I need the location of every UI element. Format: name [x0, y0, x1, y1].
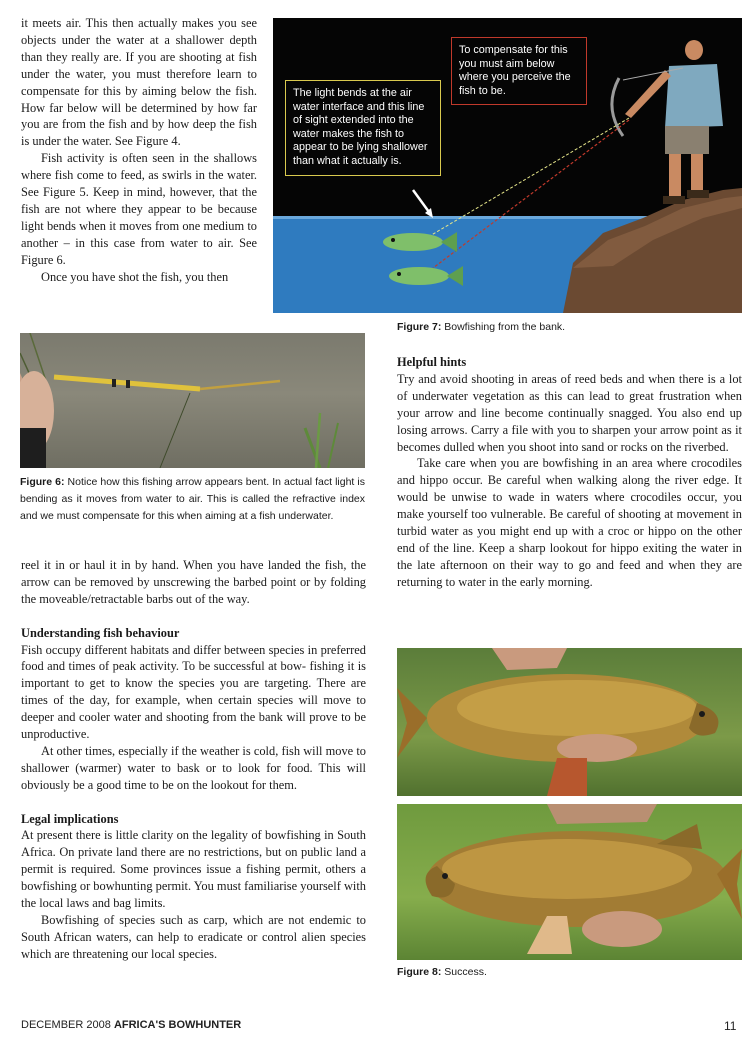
- paragraph: At other times, especially if the weather is cold, fish will move to shallower (warmer) water to bask or to look for food. This will obviously be a good time to be on the lookout for them.: [21, 743, 366, 792]
- paragraph: Fish activity is often seen in the shallows where fish come to feed, as swirls in the water. See Figure 5. Keep in mind, however, that the fish are not where they appear to be because light bends when it moves from one medium to another – in this case from water to air. See Figure 6.: [21, 151, 257, 267]
- paragraph: Take care when you are bowfishing in an area where crocodiles and hippo occur. Be careful when walking along the river edge. It would be unwise to wade in waters where crocodiles occur, you make yourself too vulnerable. Be careful of shooting at movement in turbid water as you might end up with a croc or hippo on the other end of the line. Keep a sharp lookout for hippo exiting the water in the late afternoon on their way to go and feed and when they are returning to water in the early morning.: [397, 456, 742, 589]
- paragraph: reel it in or haul it in by hand. When you have landed the fish, the arrow can be removed by unscrewing the barbed point or by folding the moveable/retractable barbs out of the way.: [21, 558, 366, 606]
- right-column-text: [397, 354, 742, 591]
- section-heading-hints: Helpful hints: [397, 355, 467, 369]
- caption-label: Figure 7:: [397, 321, 442, 333]
- figure-8-image-top: [397, 648, 742, 796]
- caption-label: Figure 8:: [397, 966, 442, 978]
- footer-date: DECEMBER 2008: [21, 1019, 114, 1031]
- callout-aim-below: To compensate for this you must aim below where you perceive the fish to be.: [451, 37, 587, 105]
- paragraph: Fish occupy different habitats and differ between species in preferred food and times of peak activity. To be successful at bow- fishing it is important to get to know the species you are targeting. There are times of the day, for example, when certain species will move to deeper and cooler water and shooting from the bank will prove to be unproductive.: [21, 642, 366, 742]
- caption-label: Figure 6:: [20, 476, 65, 488]
- paragraph: Try and avoid shooting in areas of reed beds and when there is a lot of underwater vegetation as this can lead to great frustration when your arrow and line become continually snagged. You also end up losing arrows. Carry a file with you to sharpen your arrow point as it becomes dulled when you shoot into sand or rocks on the riverbed.: [397, 371, 742, 454]
- caption-text: Bowfishing from the bank.: [441, 321, 566, 333]
- figure-7-caption: [397, 319, 737, 336]
- left-column-bottom-text: [21, 557, 366, 963]
- figure-6-image: [20, 333, 365, 468]
- figure-8-caption: [397, 964, 742, 981]
- section-heading-legal: Legal implications: [21, 811, 119, 826]
- figure-7-image: [273, 18, 742, 313]
- left-column-top-text: [21, 15, 257, 286]
- page-number: 11: [724, 1019, 737, 1033]
- figure-6-caption: [20, 474, 365, 524]
- arrow-photo: [20, 333, 365, 468]
- paragraph: Once you have shot the fish, you then: [41, 269, 229, 284]
- section-heading-behaviour: Understanding fish behaviour: [21, 625, 180, 640]
- figure-8-image-bottom: [397, 804, 742, 960]
- archer-figure: [612, 40, 723, 204]
- footer-issue: [21, 1019, 241, 1031]
- footer-magazine: AFRICA'S BOWHUNTER: [113, 1019, 242, 1031]
- paragraph: it meets air. This then actually makes you see objects under the water at a shallower depth than they really are. If you are shooting at fish under the water, you must therefore learn to compensate for this by aiming below the fish. How far below will be determined by how far you are from the fish and by how deep the fish is under the water. See Figure 4.: [21, 16, 257, 149]
- paragraph: At present there is little clarity on the legality of bowfishing in South Africa. On private land there are no restrictions, but on public land a permit is required. Some provinces issue a fishing permit, others a bowfishing or bowhunting permit. You must familiarise yourself with the local laws and bag limits.: [21, 828, 366, 911]
- carp-photo-bottom: [397, 804, 742, 960]
- caption-text: Notice how this fishing arrow appears bent. In actual fact light is bending as it moves from water to air. This is called the refractive index and we must compensate for this when aiming at a fish underwater.: [20, 476, 365, 522]
- callout-light-bends: The light bends at the air water interface and this line of sight extended into the water makes the fish to appear to be lying shallower than what it actually is.: [285, 80, 441, 176]
- carp-photo-top: [397, 648, 742, 796]
- caption-text: Success.: [441, 966, 487, 978]
- paragraph: Bowfishing of species such as carp, which are not endemic to South African waters, can help to eradicate or control alien species which are threatening our local species.: [21, 913, 366, 961]
